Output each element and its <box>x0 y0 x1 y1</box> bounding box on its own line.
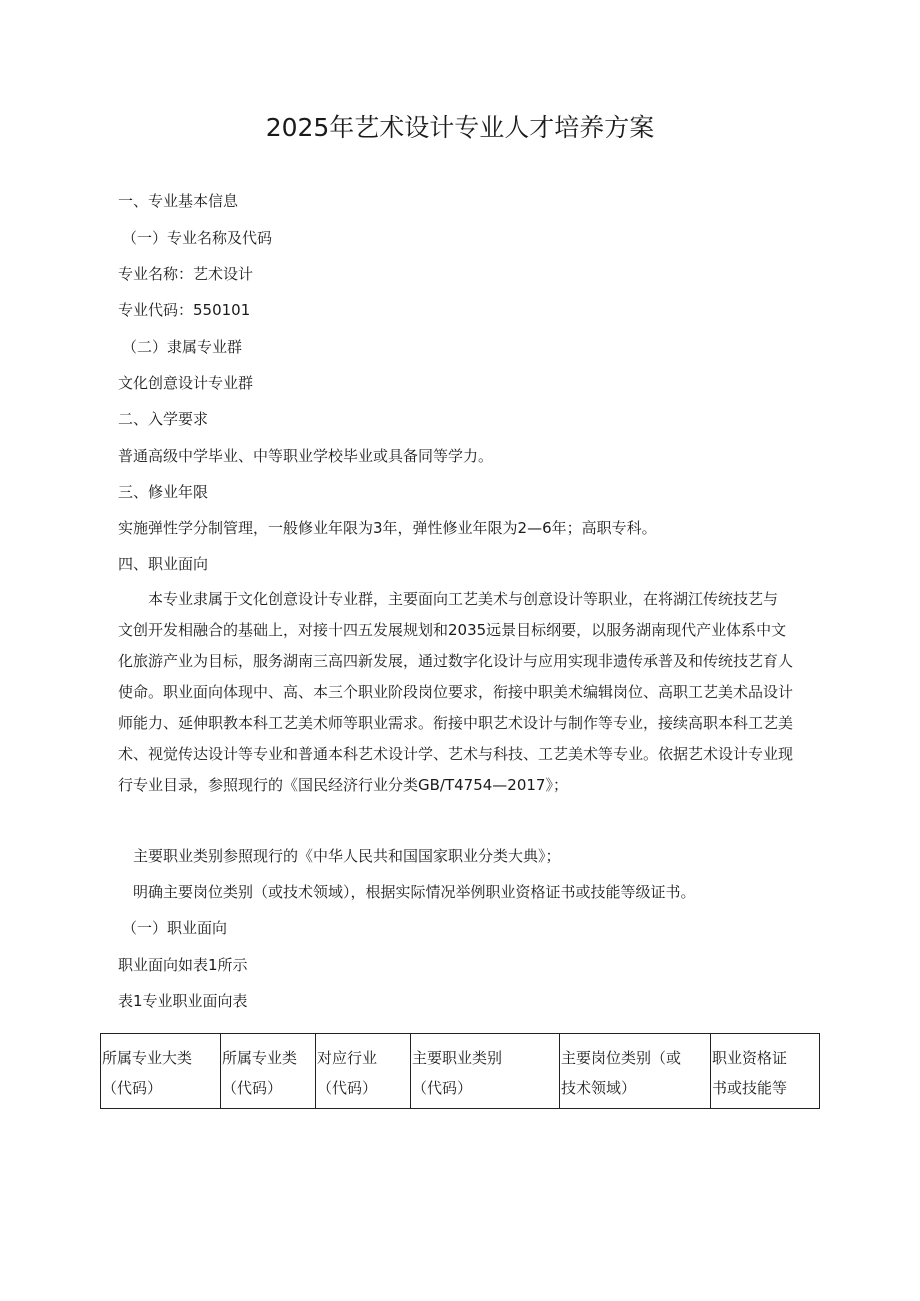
section-heading-basic-info: 一、专业基本信息 <box>118 192 239 210</box>
header-text: 所属专业类 <box>222 1049 298 1067</box>
table-header-row <box>101 1034 820 1109</box>
paragraph-line: 文创开发相融合的基础上，对接十四五发展规划和2035远景目标纲要，以服务湖南现代产业体系中文 <box>118 621 787 639</box>
paragraph-line: 术、视觉传达设计等专业和普通本科艺术设计学、艺术与科技、工艺美术等专业。依据艺术设计专业现 <box>118 745 794 763</box>
paragraph-line: 师能力、延伸职教本科工艺美术师等职业需求。衔接中职艺术设计与制作等专业，接续高职本科工艺美 <box>118 714 794 732</box>
header-text: 主要职业类别 <box>412 1049 503 1067</box>
duration-text: 实施弹性学分制管理，一般修业年限为3年，弹性修业年限为2—6年；高职专科。 <box>118 519 657 537</box>
table-caption: 表1专业职业面向表 <box>118 992 248 1010</box>
paragraph-line: 行专业目录，参照现行的《国民经济行业分类GB/T4754—2017》； <box>118 776 568 794</box>
subsection-heading-group: （二）隶属专业群 <box>122 338 243 356</box>
paragraph-line: 化旅游产业为目标，服务湖南三高四新发展，通过数字化设计与应用实现非遗传承普及和传统技艺育人 <box>118 652 794 670</box>
major-group: 文化创意设计专业群 <box>118 374 254 392</box>
header-cell-major-class <box>221 1034 316 1109</box>
occupation-paragraph <box>118 584 838 801</box>
header-cell-position-category <box>560 1034 711 1109</box>
section-heading-occupation: 四、职业面向 <box>118 555 209 573</box>
major-code: 专业代码：550101 <box>118 301 251 319</box>
header-cell-major-category <box>101 1034 221 1109</box>
reference-occupation-catalog: 主要职业类别参照现行的《中华人民共和国国家职业分类大典》； <box>118 847 561 865</box>
header-text: （代码） <box>412 1079 473 1097</box>
section-heading-duration: 三、修业年限 <box>118 483 209 501</box>
section-heading-admission: 二、入学要求 <box>118 410 209 428</box>
document-title: 2025年艺术设计专业人才培养方案 <box>265 113 655 142</box>
header-cell-industry <box>316 1034 411 1109</box>
occupation-table <box>100 1033 820 1109</box>
header-text: 所属专业大类 <box>102 1049 193 1067</box>
subsection-heading-name-code: （一）专业名称及代码 <box>122 229 273 247</box>
paragraph-line: 本专业隶属于文化创意设计专业群，主要面向工艺美术与创意设计等职业，在将湖江传统技艺与 <box>118 590 779 608</box>
header-text: 技术领域） <box>561 1079 637 1097</box>
header-text: （代码） <box>222 1079 283 1097</box>
major-name: 专业名称：艺术设计 <box>118 265 254 283</box>
header-text: 主要岗位类别（或 <box>561 1049 682 1067</box>
header-cell-occupation-category <box>411 1034 560 1109</box>
table-intro: 职业面向如表1所示 <box>118 956 248 974</box>
header-text: 书或技能等 <box>712 1079 788 1097</box>
header-text: （代码） <box>102 1079 163 1097</box>
admission-text: 普通高级中学毕业、中等职业学校毕业或具备同等学力。 <box>118 447 494 465</box>
header-text: （代码） <box>317 1079 378 1097</box>
header-text: 对应行业 <box>317 1049 378 1067</box>
reference-position-categories: 明确主要岗位类别（或技术领域），根据实际情况举例职业资格证书或技能等级证书。 <box>118 883 696 901</box>
header-text: 职业资格证 <box>712 1049 788 1067</box>
subsection-heading-occupation: （一）职业面向 <box>122 919 228 937</box>
paragraph-line: 使命。职业面向体现中、高、本三个职业阶段岗位要求，衔接中职美术编辑岗位、高职工艺美术品设计 <box>118 683 794 701</box>
header-cell-certificate <box>711 1034 820 1109</box>
